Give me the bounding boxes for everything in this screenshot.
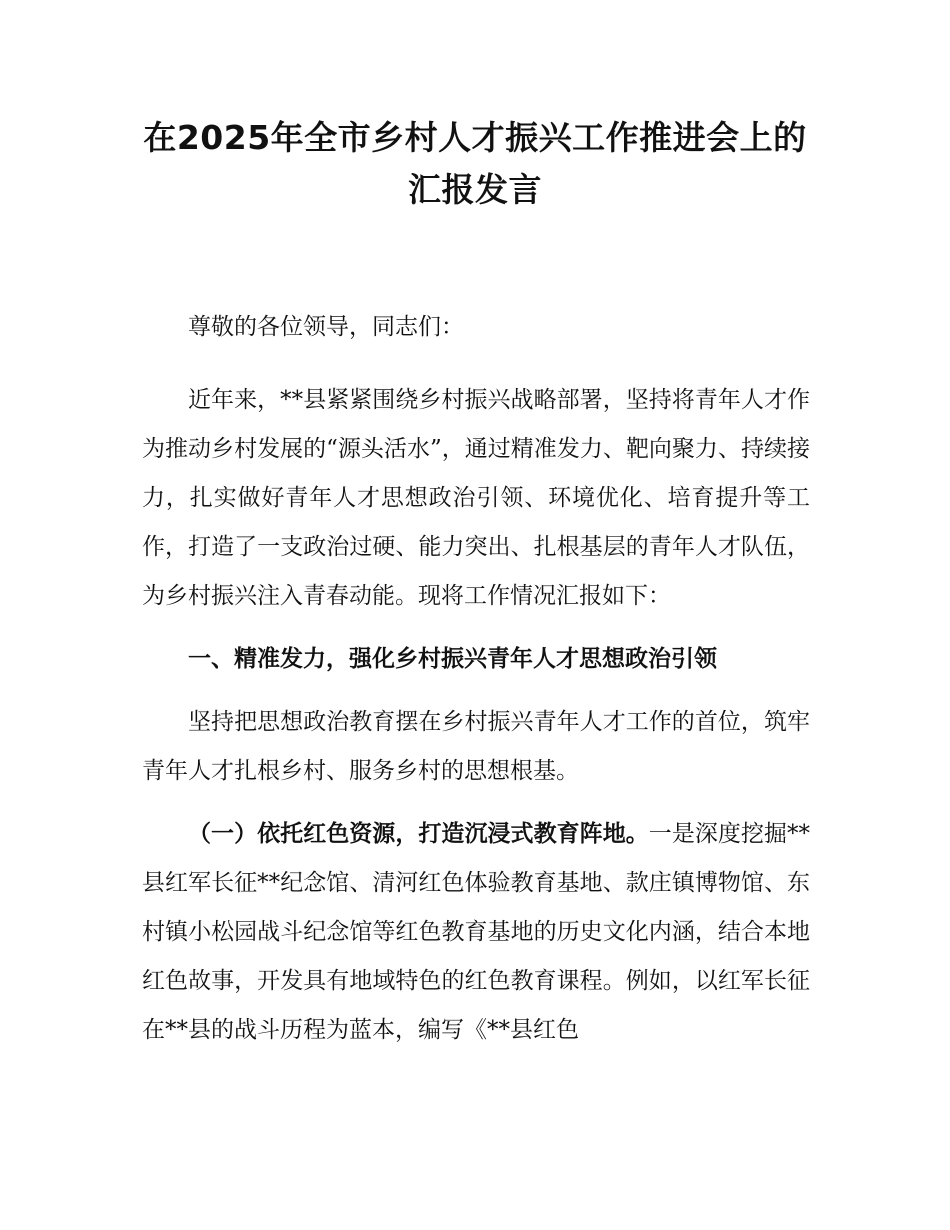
- title-line-1: 在2025年全市乡村人才振兴工作推进会上的: [143, 118, 807, 157]
- subsection-1-heading: （一）依托红色资源，打造沉浸式教育阵地。: [188, 821, 649, 847]
- document-body: [142, 303, 810, 1055]
- section-1-paragraph: 坚持把思想政治教育摆在乡村振兴青年人才工作的首位，筑牢青年人才扎根乡村、服务乡村的思想根基。: [142, 709, 810, 784]
- subsection-1-paragraph: [142, 810, 810, 1055]
- section-1-heading: 一、精准发力，强化乡村振兴青年人才思想政治引领: [188, 646, 717, 672]
- document-title: [140, 112, 810, 216]
- subsection-1-text: 一是深度挖掘**县红军长征**纪念馆、清河红色体验教育基地、款庄镇博物馆、东村镇小松园战斗纪念馆等红色教育基地的历史文化内涵，结合本地红色故事，开发具有地域特色的红色教育课程。例如，以红军长征在**县的战斗历程为蓝本，编写《**县红色: [142, 821, 811, 1043]
- title-line-2: 汇报发言: [408, 170, 542, 209]
- greeting: 尊敬的各位领导，同志们：: [188, 314, 464, 340]
- intro-paragraph: 近年来，**县紧紧围绕乡村振兴战略部署，坚持将青年人才作为推动乡村发展的“源头活水”，通过精准发力、靶向聚力、持续接力，扎实做好青年人才思想政治引领、环境优化、培育提升等工作，打造了一支政治过硬、能力突出、扎根基层的青年人才队伍，为乡村振兴注入青春动能。现将工作情况汇报如下：: [142, 387, 810, 609]
